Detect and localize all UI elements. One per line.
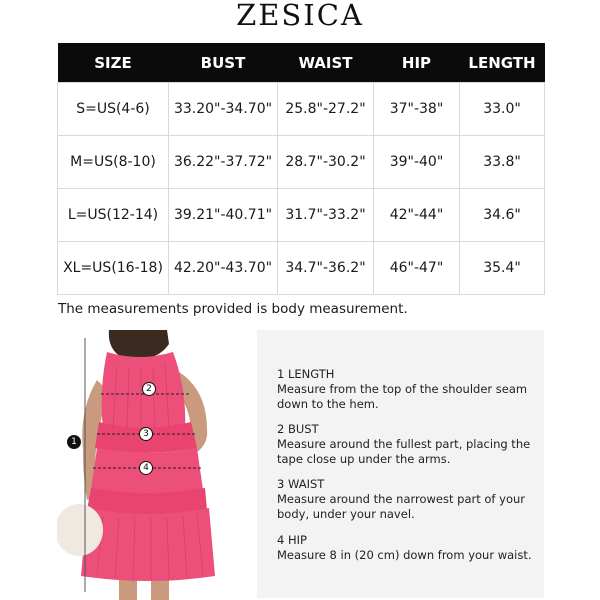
hip-cell: 37"-38" (374, 83, 460, 136)
dress-illustration (57, 330, 250, 600)
size-cell: S=US(4-6) (58, 83, 169, 136)
length-cell: 34.6" (460, 189, 545, 242)
table-row (58, 136, 545, 189)
bust-cell: 33.20"-34.70" (169, 83, 278, 136)
header-waist: WAIST (278, 43, 374, 83)
size-chart-table (57, 43, 545, 295)
bust-cell: 36.22"-37.72" (169, 136, 278, 189)
brand-logo: ZESICA (236, 0, 364, 32)
hip-cell: 42"-44" (374, 189, 460, 242)
size-cell: M=US(8-10) (58, 136, 169, 189)
table-row (58, 242, 545, 295)
length-cell: 35.4" (460, 242, 545, 295)
guide-title: 1 LENGTH (277, 367, 335, 381)
table-header-row (58, 43, 545, 83)
length-cell: 33.8" (460, 136, 545, 189)
waist-cell: 34.7"-36.2" (278, 242, 374, 295)
marker-3-icon: 3 (139, 427, 153, 441)
guide-title: 2 BUST (277, 422, 319, 436)
waist-cell: 28.7"-30.2" (278, 136, 374, 189)
header-hip: HIP (374, 43, 460, 83)
marker-2-icon: 2 (142, 382, 156, 396)
guide-desc: Measure from the top of the shoulder seam down to the hem. (277, 382, 528, 411)
model-photo (57, 330, 250, 600)
guide-desc: Measure 8 in (20 cm) down from your waist. (277, 548, 532, 562)
size-cell: XL=US(16-18) (58, 242, 169, 295)
table-row (58, 83, 545, 136)
size-cell: L=US(12-14) (58, 189, 169, 242)
hip-cell: 39"-40" (374, 136, 460, 189)
length-cell: 33.0" (460, 83, 545, 136)
guide-item-bust (277, 422, 537, 467)
guide-item-waist (277, 477, 537, 522)
measurement-note: The measurements provided is body measurement. (58, 301, 408, 317)
hip-cell: 46"-47" (374, 242, 460, 295)
guide-title: 3 WAIST (277, 477, 325, 491)
guide-item-length (277, 367, 537, 412)
guide-desc: Measure around the narrowest part of your body, under your navel. (277, 492, 525, 521)
waist-cell: 25.8"-27.2" (278, 83, 374, 136)
measurement-guide-panel (257, 330, 544, 598)
bust-cell: 39.21"-40.71" (169, 189, 278, 242)
header-bust: BUST (169, 43, 278, 83)
guide-item-hip (277, 533, 537, 563)
guide-desc: Measure around the fullest part, placing the tape close up under the arms. (277, 437, 531, 466)
waist-cell: 31.7"-33.2" (278, 189, 374, 242)
marker-1-icon: 1 (67, 435, 81, 449)
header-length: LENGTH (460, 43, 545, 83)
header-size: SIZE (58, 43, 169, 83)
table-row (58, 189, 545, 242)
bust-cell: 42.20"-43.70" (169, 242, 278, 295)
marker-4-icon: 4 (139, 461, 153, 475)
guide-title: 4 HIP (277, 533, 307, 547)
